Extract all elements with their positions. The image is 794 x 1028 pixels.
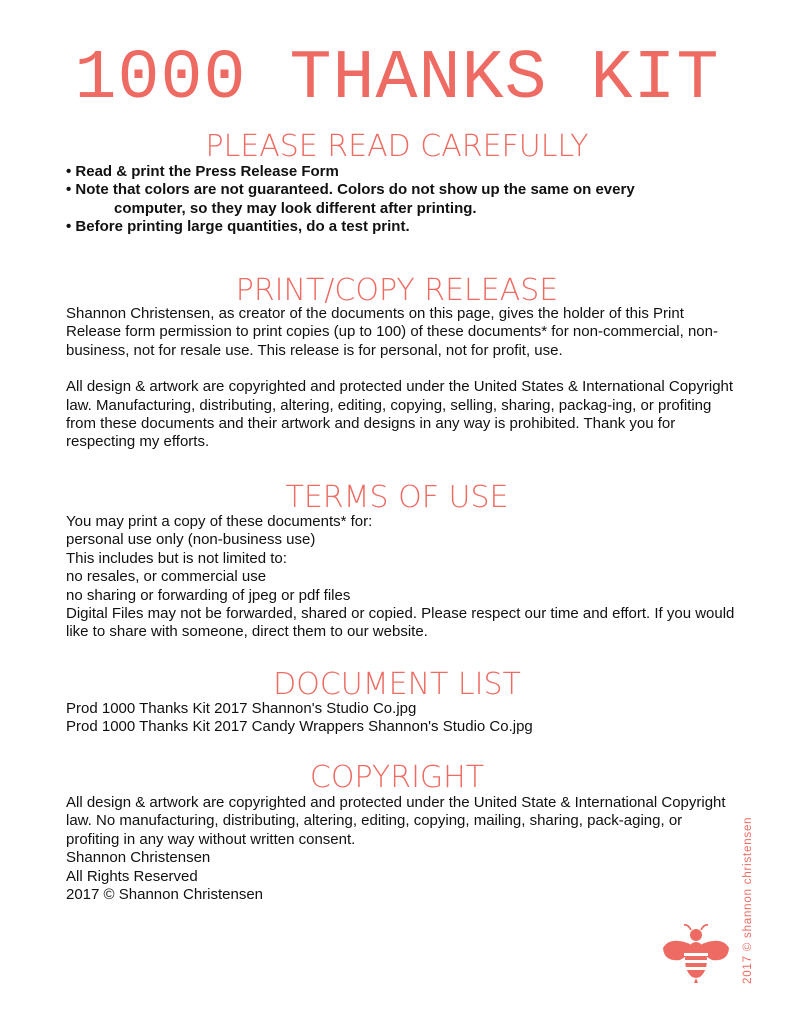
terms-line: no resales, or commercial use bbox=[66, 568, 267, 586]
release-paragraph: Shannon Christensen, as creator of the documents on this page, gives the holder of this Print Release form permission to print copies (up to 100) of these documents* for non-commercial, non-business, not for resale use. This release is for personal, not for profit, use. bbox=[66, 305, 718, 359]
terms-line: no sharing or forwarding of jpeg or pdf files bbox=[66, 586, 351, 604]
copyright-line: All Rights Reserved bbox=[66, 867, 198, 885]
document-item: Prod 1000 Thanks Kit 2017 Shannon's Studio Co.jpg bbox=[66, 700, 417, 717]
release-text bbox=[66, 305, 736, 452]
read-bullets bbox=[66, 163, 736, 237]
page-title: 1000 THANKS KIT bbox=[74, 40, 720, 119]
release-heading: PRINT/COPY RELEASE bbox=[235, 273, 559, 308]
side-credit: 2017 © shannon christensen bbox=[742, 816, 754, 984]
release-paragraph: All design & artwork are copyrighted and protected under the United States & International Copyright law. Manufacturing, distributing, altering, editing, copying, selling, sharing, packag-ing, or profiting from these documents and their artwork and designs in any way is prohibited. Thank you for respecting my efforts. bbox=[66, 378, 734, 451]
terms-line: personal use only (non-business use) bbox=[66, 531, 316, 549]
document-list bbox=[66, 700, 736, 737]
copyright-heading: COPYRIGHT bbox=[309, 760, 485, 795]
bullet-item: • Before printing large quantities, do a test print. bbox=[66, 218, 410, 236]
terms-line: You may print a copy of these documents* for: bbox=[66, 513, 373, 530]
copyright-text bbox=[66, 794, 736, 904]
bullet-item: • Note that colors are not guaranteed. Colors do not show up the same on every bbox=[66, 181, 635, 199]
copyright-line: Shannon Christensen bbox=[66, 849, 211, 867]
documents-heading: DOCUMENT LIST bbox=[273, 667, 521, 702]
read-heading: PLEASE READ CAREFULLY bbox=[205, 129, 589, 164]
bullet-item: • Read & print the Press Release Form bbox=[66, 163, 339, 180]
bee-icon bbox=[660, 922, 732, 984]
terms-text bbox=[66, 513, 736, 642]
terms-line: Digital Files may not be forwarded, shared or copied. Please respect our time and effort. If you would like to share with someone, direct them to our website. bbox=[66, 605, 735, 641]
copyright-line: 2017 © Shannon Christensen bbox=[66, 886, 264, 904]
bullet-item-continuation: computer, so they may look different after printing. bbox=[114, 199, 477, 217]
terms-line: This includes but is not limited to: bbox=[66, 549, 287, 567]
copyright-paragraph: All design & artwork are copyrighted and protected under the United State & International Copyright law. No manufacturing, distributing, altering, editing, copying, mailing, sharing, pack-aging, or profiting in any way without written consent. bbox=[66, 794, 726, 848]
document-item: Prod 1000 Thanks Kit 2017 Candy Wrappers Shannon's Studio Co.jpg bbox=[66, 718, 533, 736]
terms-heading: TERMS OF USE bbox=[285, 480, 509, 515]
